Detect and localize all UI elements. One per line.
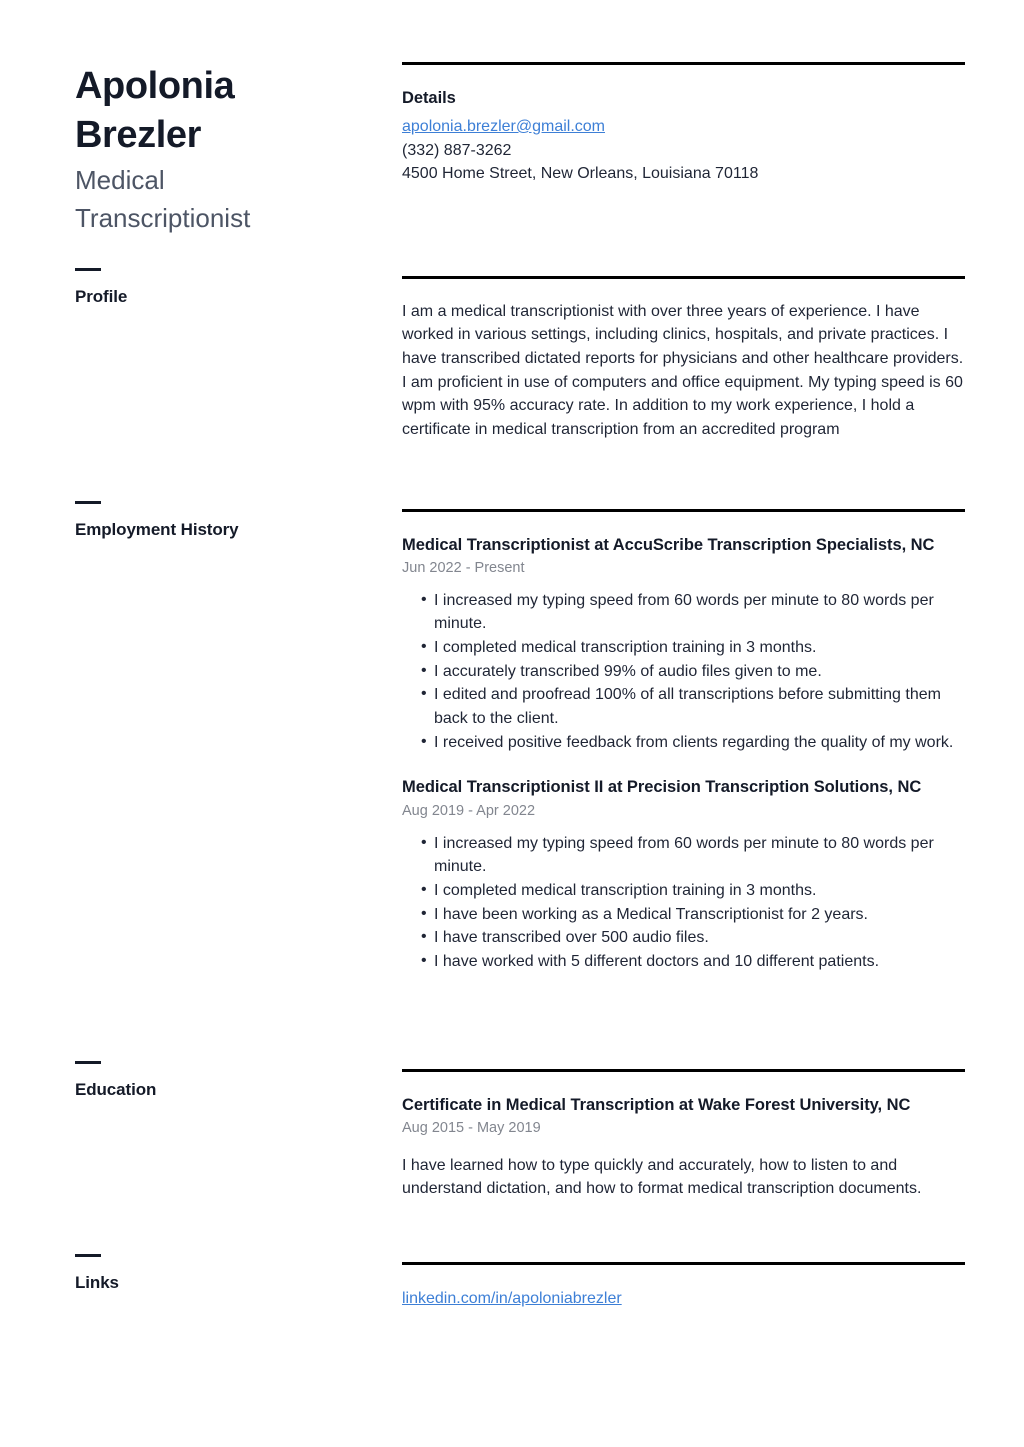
- sidebar-label-profile: Profile: [75, 287, 128, 306]
- employment-entry: [402, 776, 965, 973]
- list-item: • I increased my typing speed from 60 words per minute to 80 words per minute.: [402, 589, 965, 636]
- sidebar-rule-education: [75, 1061, 101, 1064]
- employment-title: Medical Transcriptionist II at Precision Transcription Solutions, NC: [402, 778, 922, 797]
- list-item: • I completed medical transcription training in 3 months.: [402, 636, 965, 660]
- sidebar-rule-links: [75, 1254, 101, 1257]
- list-item: • I have been working as a Medical Transcriptionist for 2 years.: [402, 903, 965, 927]
- resume-header: [75, 62, 375, 238]
- sidebar-label-education: Education: [75, 1080, 157, 1099]
- sidebar-rule-employment: [75, 501, 101, 504]
- details-section: [402, 62, 965, 186]
- employment-title: Medical Transcriptionist at AccuScribe Transcription Specialists, NC: [402, 535, 935, 554]
- sidebar-label-employment: Employment History: [75, 520, 239, 539]
- linkedin-link[interactable]: linkedin.com/in/apoloniabrezler: [402, 1289, 622, 1307]
- sidebar-item-employment: [75, 501, 375, 540]
- address-text: 4500 Home Street, New Orleans, Louisiana 70118: [402, 165, 759, 183]
- sidebar-label-links: Links: [75, 1273, 119, 1292]
- candidate-name-line1: Apolonia: [75, 65, 235, 107]
- links-section: [402, 1262, 965, 1310]
- candidate-job-title-line2: Transcriptionist: [75, 203, 251, 234]
- education-title: Certificate in Medical Transcription at Wake Forest University, NC: [402, 1095, 911, 1114]
- sidebar-item-links: [75, 1254, 375, 1293]
- candidate-job-title-line1: Medical: [75, 165, 165, 196]
- employment-bullet-list: [402, 589, 965, 755]
- email-link[interactable]: apolonia.brezler@gmail.com: [402, 117, 605, 135]
- list-item: • I accurately transcribed 99% of audio files given to me.: [402, 660, 965, 684]
- candidate-name: [75, 62, 375, 159]
- candidate-job-title: [75, 162, 375, 238]
- profile-section: [402, 276, 965, 442]
- employment-section: [402, 509, 965, 974]
- sidebar-item-profile: [75, 268, 375, 307]
- employment-bullet-list: [402, 832, 965, 974]
- education-dates: Aug 2015 - May 2019: [402, 1119, 541, 1136]
- list-item: • I have worked with 5 different doctors and 10 different patients.: [402, 950, 965, 974]
- list-item: • I received positive feedback from clients regarding the quality of my work.: [402, 731, 965, 755]
- phone-text: (332) 887-3262: [402, 141, 512, 159]
- list-item: • I increased my typing speed from 60 words per minute to 80 words per minute.: [402, 832, 965, 879]
- education-description: I have learned how to type quickly and accurately, how to listen to and understand dictation, and how to format medical transcription documents.: [402, 1156, 922, 1198]
- sidebar-rule-profile: [75, 268, 101, 271]
- list-item: • I have transcribed over 500 audio files.: [402, 926, 965, 950]
- list-item: • I completed medical transcription training in 3 months.: [402, 879, 965, 903]
- employment-dates: Aug 2019 - Apr 2022: [402, 802, 536, 819]
- sidebar-item-education: [75, 1061, 375, 1100]
- education-section: [402, 1069, 965, 1201]
- employment-entry: [402, 534, 965, 755]
- education-entry: [402, 1094, 965, 1202]
- list-item: • I edited and proofread 100% of all transcriptions before submitting them back to the client.: [402, 683, 965, 730]
- details-heading: Details: [402, 88, 456, 107]
- employment-dates: Jun 2022 - Present: [402, 559, 525, 576]
- candidate-name-line2: Brezler: [75, 113, 202, 156]
- profile-text: I am a medical transcriptionist with over three years of experience. I have worked in various settings, including clinics, hospitals, and private practices. I have transcribed dictated reports for physicians and other healthcare providers. I am proficient in use of computers and office equipment. My typing speed is 60 wpm with 95% accuracy rate. In addition to my work experience, I hold a certificate in medical transcription from an accredited program: [402, 302, 964, 438]
